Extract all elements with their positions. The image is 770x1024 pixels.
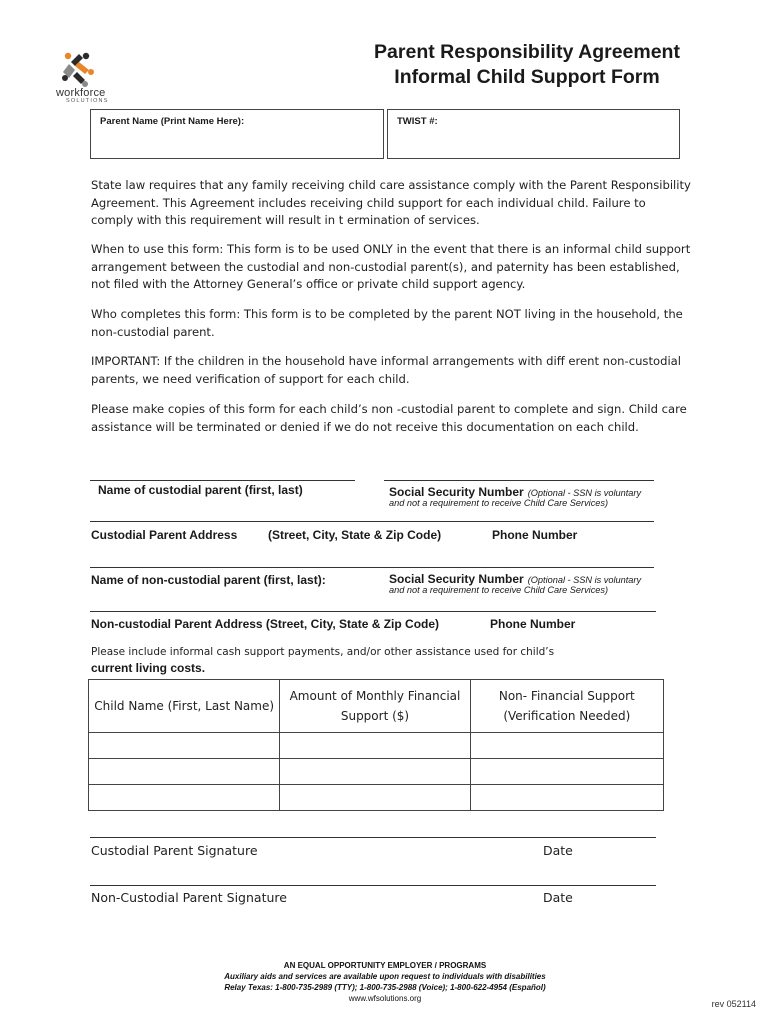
table-header-row (89, 680, 664, 733)
noncustodial-address-line[interactable] (90, 611, 656, 612)
table-cell[interactable] (470, 759, 663, 785)
parent-name-label: Parent Name (Print Name Here): (100, 116, 245, 127)
include-note-bold: current living costs. (91, 661, 206, 675)
custodial-name-line[interactable] (90, 480, 355, 481)
ssn-note-line2-2: and not a requirement to receive Child Care Services) (389, 585, 609, 595)
table-cell[interactable] (89, 759, 280, 785)
revision-number: rev 052114 (711, 999, 756, 1009)
custodial-name-label: Name of custodial parent (first, last) (98, 483, 303, 497)
support-table (88, 679, 664, 811)
page-title: Parent Responsibility Agreement (374, 41, 680, 63)
parent-name-field[interactable] (90, 109, 384, 159)
address-hint: (Street, City, State & Zip Code) (268, 528, 442, 542)
logo-wordmark: workforce (56, 87, 106, 99)
table-cell[interactable] (89, 785, 280, 811)
ssn-label-2: Social Security Number (389, 572, 524, 586)
ssn-note-2: (Optional - SSN is voluntary (527, 575, 642, 585)
table-cell[interactable] (280, 785, 470, 811)
table-cell[interactable] (280, 733, 470, 759)
twist-number-field[interactable] (387, 109, 680, 159)
twist-label: TWIST #: (397, 116, 438, 127)
table-cell[interactable] (470, 733, 663, 759)
custodial-signature-line[interactable] (90, 837, 656, 838)
footer-relay-texas: Relay Texas: 1-800-735-2989 (TTY); 1-800-735-2988 (Voice); 1-800-622-4954 (Español) (224, 983, 546, 992)
custodial-address-line[interactable] (90, 521, 654, 522)
when-to-use-paragraph: When to use this form: This form is to be used ONLY in the event that there is an informal child support arrangement between the custodial and non-custodial parent(s), and paternity has been established, not filed with the Attorney General’s office or private child support agency. (91, 242, 691, 291)
table-cell[interactable] (89, 733, 280, 759)
ssn-note: (Optional - SSN is voluntary (527, 488, 642, 498)
footer-equal-opportunity: AN EQUAL OPPORTUNITY EMPLOYER / PROGRAMS (283, 961, 487, 970)
col-non-financial: Non- Financial Support (Verification Needed) (470, 680, 663, 733)
include-note: Please include informal cash support payments, and/or other assistance used for child’s (91, 646, 555, 658)
ssn-note-line2: and not a requirement to receive Child Care Services) (389, 498, 609, 508)
col-monthly-support: Amount of Monthly Financial Support ($) (280, 680, 470, 733)
col-child-name: Child Name (First, Last Name) (89, 680, 280, 733)
custodial-address-label: Custodial Parent Address (91, 528, 238, 542)
footer-auxiliary-aids: Auxiliary aids and services are available upon request to individuals with disabilities (224, 972, 546, 981)
copies-paragraph: Please make copies of this form for each child’s non -custodial parent to complete and sign. Child care assistance will be terminated or denied if we do not receive this documentation on each child. (91, 402, 687, 434)
noncustodial-phone-label: Phone Number (490, 617, 576, 631)
noncustodial-date-label: Date (543, 890, 573, 905)
custodial-signature-label: Custodial Parent Signature (91, 843, 258, 858)
intro-paragraph: State law requires that any family receiving child care assistance comply with the Parent Responsibility Agreement. This Agreement includes receiving child support for each individual child. Failure to comply with this requirement will result in t ermination of services. (91, 178, 691, 227)
noncustodial-address-label: Non-custodial Parent Address (Street, City, State & Zip Code) (91, 617, 440, 631)
logo-subtitle: SOLUTIONS (66, 98, 109, 104)
who-completes-paragraph: Who completes this form: This form is to be completed by the parent NOT living in the household, the non-custodial parent. (91, 307, 683, 339)
ssn-label: Social Security Number (389, 485, 524, 499)
footer-website-link[interactable]: www.wfsolutions.org (348, 994, 422, 1003)
custodial-date-label: Date (543, 843, 573, 858)
table-row (89, 733, 664, 759)
noncustodial-name-line[interactable] (90, 567, 654, 568)
logo-figures-icon (62, 53, 94, 87)
noncustodial-signature-line[interactable] (90, 885, 656, 886)
noncustodial-signature-label: Non-Custodial Parent Signature (91, 890, 287, 905)
important-paragraph: IMPORTANT: If the children in the household have informal arrangements with diff erent non-custodial parents, we need verification of support for each child. (91, 354, 682, 386)
table-cell[interactable] (470, 785, 663, 811)
table-row (89, 785, 664, 811)
table-row (89, 759, 664, 785)
custodial-phone-label: Phone Number (492, 528, 578, 542)
table-cell[interactable] (280, 759, 470, 785)
page-subtitle: Informal Child Support Form (394, 66, 660, 88)
custodial-ssn-line[interactable] (384, 480, 654, 481)
noncustodial-name-label: Name of non-custodial parent (first, last): (91, 573, 326, 587)
